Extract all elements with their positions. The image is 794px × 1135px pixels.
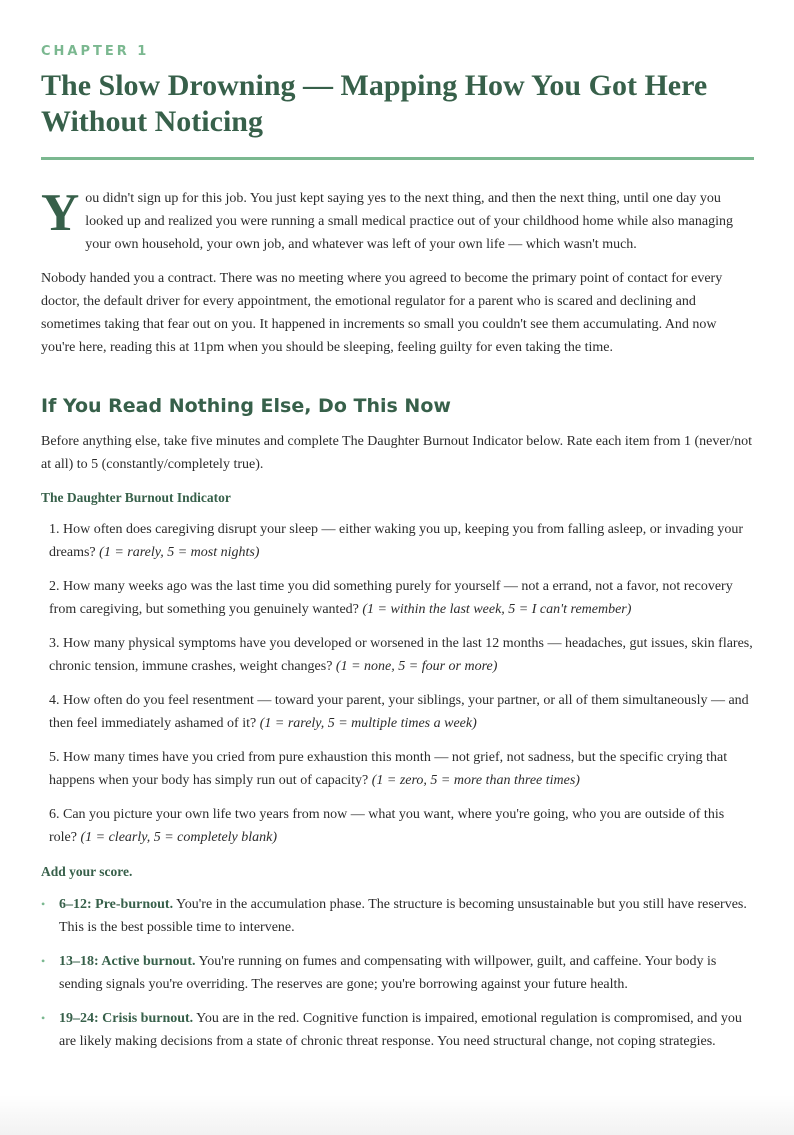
question-scale: (1 = within the last week, 5 = I can't remember) [362,602,632,617]
intro-paragraph-text: ou didn't sign up for this job. You just kept saying yes to the next thing, and then the next thing, until one day you looked up and realized you were running a small medical practice out of your childhood home while also managing your own household, your own job, and whatever was left of your own life — which wasn't much. [85,191,733,252]
question-scale: (1 = rarely, 5 = most nights) [99,545,260,560]
question-text: 4. How often do you feel resentment — toward your parent, your siblings, your partner, or all of them simultaneously — and then feel immediately ashamed of it? [49,693,749,731]
question-item [49,575,754,621]
question-scale: (1 = clearly, 5 = completely blank) [80,830,278,845]
score-range-label: 13–18: Active burnout. [59,954,196,969]
add-score-heading: Add your score. [41,864,133,879]
bullet-icon: • [41,1011,46,1025]
question-text: 2. How many weeks ago was the last time you did something purely for yourself — not a errand, not a favor, not recovery from caregiving, but something you genuinely wanted? [49,579,733,617]
score-item [41,893,754,939]
page-bottom-edge [0,1095,794,1135]
second-paragraph: Nobody handed you a contract. There was no meeting where you agreed to become the primary point of contact for every doctor, the default driver for every appointment, the emotional regulator for a parent who is scared and declining and sometimes taking that fear out on you. It happened in increments so small you couldn't see them accumulating. And now you're here, reading this at 11pm when you should be sleeping, feeling guilty for even taking the time. [41,271,723,355]
section-intro: Before anything else, take five minutes and complete The Daughter Burnout Indicator below. Rate each item from 1 (never/not at all) to 5 (constantly/completely true). [41,434,753,472]
score-description: You are in the red. Cognitive function is impaired, emotional regulation is compromised, and you are likely making decisions from a state of chronic threat response. You need structural change, not coping strategies. [59,1011,742,1049]
score-description: You're running on fumes and compensating with willpower, guilt, and caffeine. Your body is sending signals you're overriding. The reserves are gone; you're borrowing against your future health. [59,954,717,992]
question-item [49,803,754,849]
question-item [49,746,754,792]
question-scale: (1 = none, 5 = four or more) [335,659,498,674]
score-range-label: 6–12: Pre-burnout. [59,897,174,912]
score-description: You're in the accumulation phase. The structure is becoming unsustainable but you still have reserves. This is the best possible time to intervene. [59,897,747,935]
bullet-icon: • [41,897,46,911]
score-list [41,893,754,1053]
question-item [49,689,754,735]
intro-paragraph [41,184,754,256]
question-text: 5. How many times have you cried from pure exhaustion this month — not grief, not sadness, but the specific crying that happens when your body has simply run out of capacity? [49,750,728,788]
chapter-label: CHAPTER 1 [41,44,150,59]
indicator-title: The Daughter Burnout Indicator [41,490,231,505]
question-text: 6. Can you picture your own life two years from now — what you want, where you're going, who you are outside of this role? [49,807,725,845]
question-item [49,632,754,678]
score-item [41,950,754,996]
bullet-icon: • [41,954,46,968]
question-scale: (1 = rarely, 5 = multiple times a week) [259,716,477,731]
score-range-label: 19–24: Crisis burnout. [59,1011,194,1026]
title-divider [41,157,754,160]
section-heading: If You Read Nothing Else, Do This Now [41,395,451,417]
question-item [49,518,754,564]
score-item [41,1007,754,1053]
question-list [41,518,754,849]
drop-cap: Y [41,184,80,242]
question-text: 3. How many physical symptoms have you developed or worsened in the last 12 months — headaches, gut issues, skin flares, chronic tension, immune crashes, weight changes? [49,636,753,674]
question-scale: (1 = zero, 5 = more than three times) [371,773,580,788]
chapter-title: The Slow Drowning — Mapping How You Got Here Without Noticing [41,69,708,138]
question-text: 1. How often does caregiving disrupt your sleep — either waking you up, keeping you from falling asleep, or invading your dreams? [49,522,744,560]
